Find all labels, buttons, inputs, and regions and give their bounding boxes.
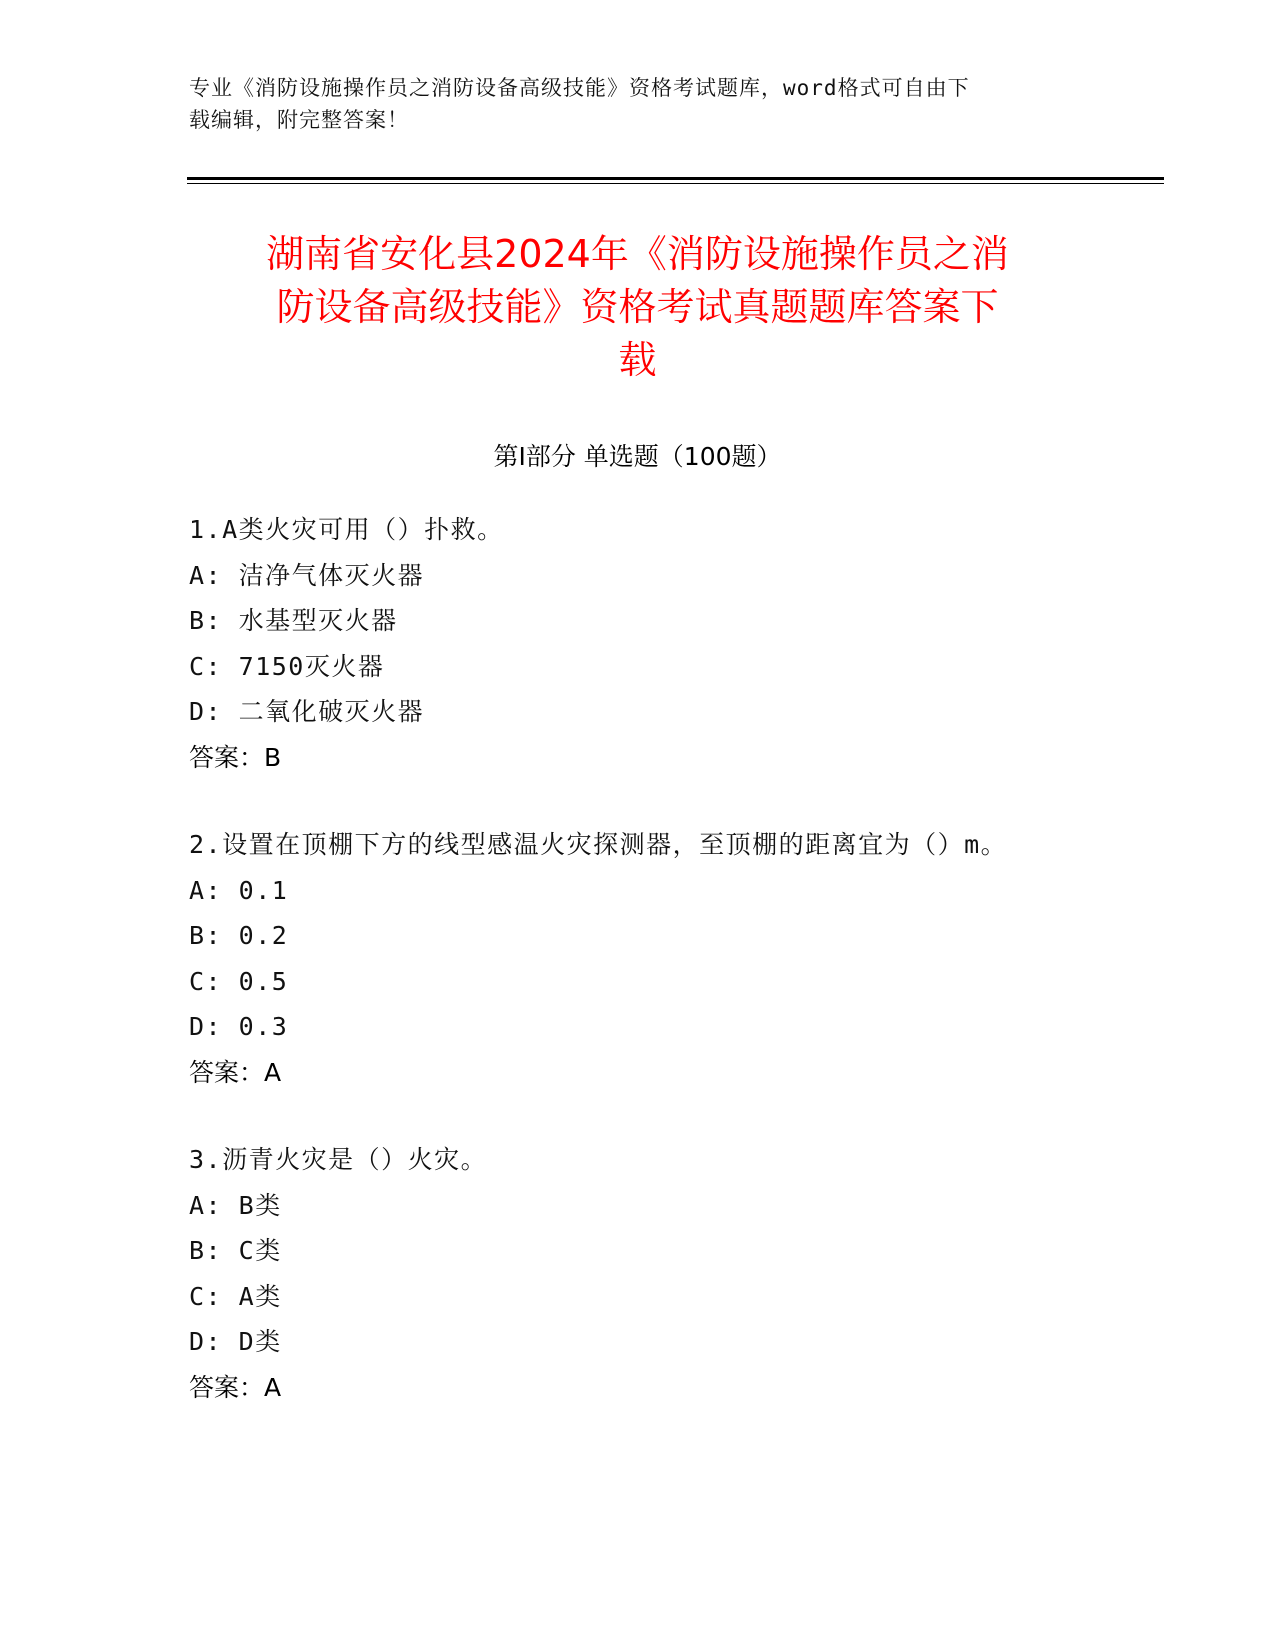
question-stem: 1.A类火灾可用（）扑救。	[189, 515, 504, 544]
option-c: C: 0.5	[189, 966, 289, 996]
option-c: C: 7150灭火器	[189, 651, 385, 681]
question-stem: 3.沥青火灾是（）火灾。	[189, 1145, 488, 1174]
header-divider-thin	[187, 183, 1164, 184]
option-b: B: 0.2	[189, 921, 289, 950]
document-title-line-3: 载	[618, 338, 657, 382]
option-b: B: 水基型灭火器	[189, 606, 398, 635]
header-note-line-2: 载编辑，附完整答案！	[189, 108, 409, 132]
document-title-line-1: 湖南省安化县2024年《消防设施操作员之消	[266, 232, 1009, 276]
option-c: C: A类	[189, 1281, 282, 1311]
option-a: A: 0.1	[189, 875, 289, 905]
question-3	[189, 1137, 1149, 1410]
answer: 答案：A	[189, 1372, 282, 1402]
answer: 答案：A	[189, 1057, 282, 1087]
section-heading: 第I部分 单选题（100题）	[493, 442, 782, 471]
option-d: D: 二氧化破灭火器	[189, 697, 425, 726]
question-stem: 2.设置在顶棚下方的线型感温火灾探测器，至顶棚的距离宜为（）m。	[189, 830, 1008, 859]
option-a: A: B类	[189, 1190, 282, 1220]
header-divider-thick	[187, 177, 1164, 180]
question-1	[189, 507, 1149, 780]
document-title-line-2: 防设备高级技能》资格考试真题题库答案下	[276, 285, 999, 329]
option-d: D: D类	[189, 1327, 282, 1356]
question-2	[189, 822, 1149, 1095]
header-note	[189, 72, 1089, 136]
header-note-line-1: 专业《消防设施操作员之消防设备高级技能》资格考试题库，word格式可自由下	[189, 76, 970, 100]
option-b: B: C类	[189, 1236, 282, 1265]
answer: 答案：B	[189, 742, 282, 772]
option-a: A: 洁净气体灭火器	[189, 560, 425, 590]
document-title	[170, 228, 1105, 387]
option-d: D: 0.3	[189, 1012, 289, 1041]
